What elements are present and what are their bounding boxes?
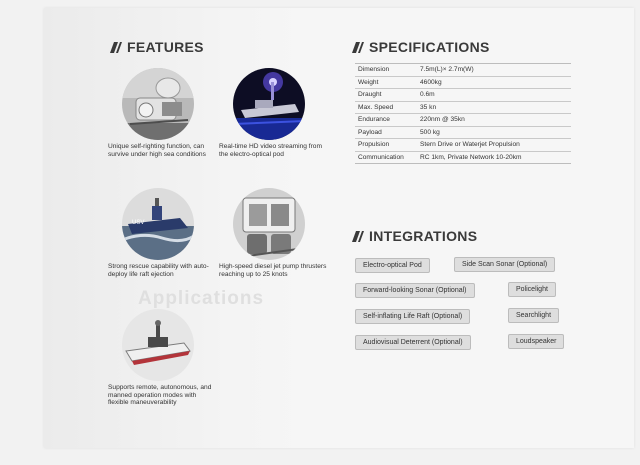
feature-operation-modes [108, 309, 218, 407]
spec-value: 500 kg [417, 126, 571, 139]
features-title: FEATURES [127, 39, 204, 55]
integrations-heading [354, 228, 477, 244]
spec-key: Endurance [355, 114, 417, 127]
spec-value: RC 1km, Private Network 10-20km [417, 151, 571, 164]
spec-row [355, 89, 571, 102]
heading-slash-icon [354, 42, 362, 53]
integration-tag: Side Scan Sonar (Optional) [454, 257, 555, 272]
integration-tag: Policelight [508, 282, 556, 297]
spec-row [355, 64, 571, 77]
spec-value: 0.6m [417, 89, 571, 102]
cockpit-photo [233, 188, 305, 260]
spec-value: Stern Drive or Waterjet Propulsion [417, 139, 571, 152]
heading-slash-icon [354, 231, 362, 242]
features-heading [112, 39, 204, 55]
spec-value: 220nm @ 35kn [417, 114, 571, 127]
spec-row [355, 151, 571, 164]
integration-tag: Searchlight [508, 308, 559, 323]
feature-jet-pump [219, 188, 329, 278]
spec-row [355, 114, 571, 127]
integration-tag: Self-inflating Life Raft (Optional) [355, 309, 470, 324]
spec-row [355, 101, 571, 114]
integration-tag: Audiovisual Deterrent (Optional) [355, 335, 471, 350]
spec-row [355, 139, 571, 152]
specifications-heading [354, 39, 490, 55]
heading-slash-icon [112, 42, 120, 53]
self-righting-photo [122, 68, 194, 140]
spec-key: Propulsion [355, 139, 417, 152]
spec-key: Communication [355, 151, 417, 164]
spec-value: 7.5m(L)× 2.7m(W) [417, 64, 571, 77]
feature-caption: Supports remote, autonomous, and manned operation modes with flexible maneuverability [108, 384, 212, 406]
specifications-table [355, 63, 571, 164]
feature-caption: High-speed diesel jet pump thrusters reaching up to 25 knots [219, 263, 327, 278]
spec-key: Max. Speed [355, 101, 417, 114]
integration-tag: Loudspeaker [508, 334, 564, 349]
spec-row [355, 76, 571, 89]
boat-at-sea-photo [122, 188, 194, 260]
spec-row [355, 126, 571, 139]
spec-key: Weight [355, 76, 417, 89]
feature-self-righting [108, 68, 218, 158]
integrations-title: INTEGRATIONS [369, 228, 478, 244]
spec-key: Draught [355, 89, 417, 102]
integration-tag: Electro-optical Pod [355, 258, 430, 273]
feature-rescue [108, 188, 218, 278]
feature-caption: Unique self-righting function, can survive under high sea conditions [108, 143, 206, 158]
spec-key: Payload [355, 126, 417, 139]
feature-caption: Real-time HD video streaming from the electro-optical pod [219, 143, 322, 158]
night-boat-photo [233, 68, 305, 140]
spec-value: 35 kn [417, 101, 571, 114]
watermark-text: Applications [138, 288, 265, 309]
specifications-title: SPECIFICATIONS [369, 39, 490, 55]
boat-render-photo [122, 309, 194, 381]
feature-caption: Strong rescue capability with auto-deploy life raft ejection [108, 263, 209, 278]
spec-key: Dimension [355, 64, 417, 77]
spec-value: 4600kg [417, 76, 571, 89]
svg-text:USV: USV [132, 220, 145, 226]
feature-video-streaming [219, 68, 329, 158]
integration-tag: Forward-looking Sonar (Optional) [355, 283, 475, 298]
